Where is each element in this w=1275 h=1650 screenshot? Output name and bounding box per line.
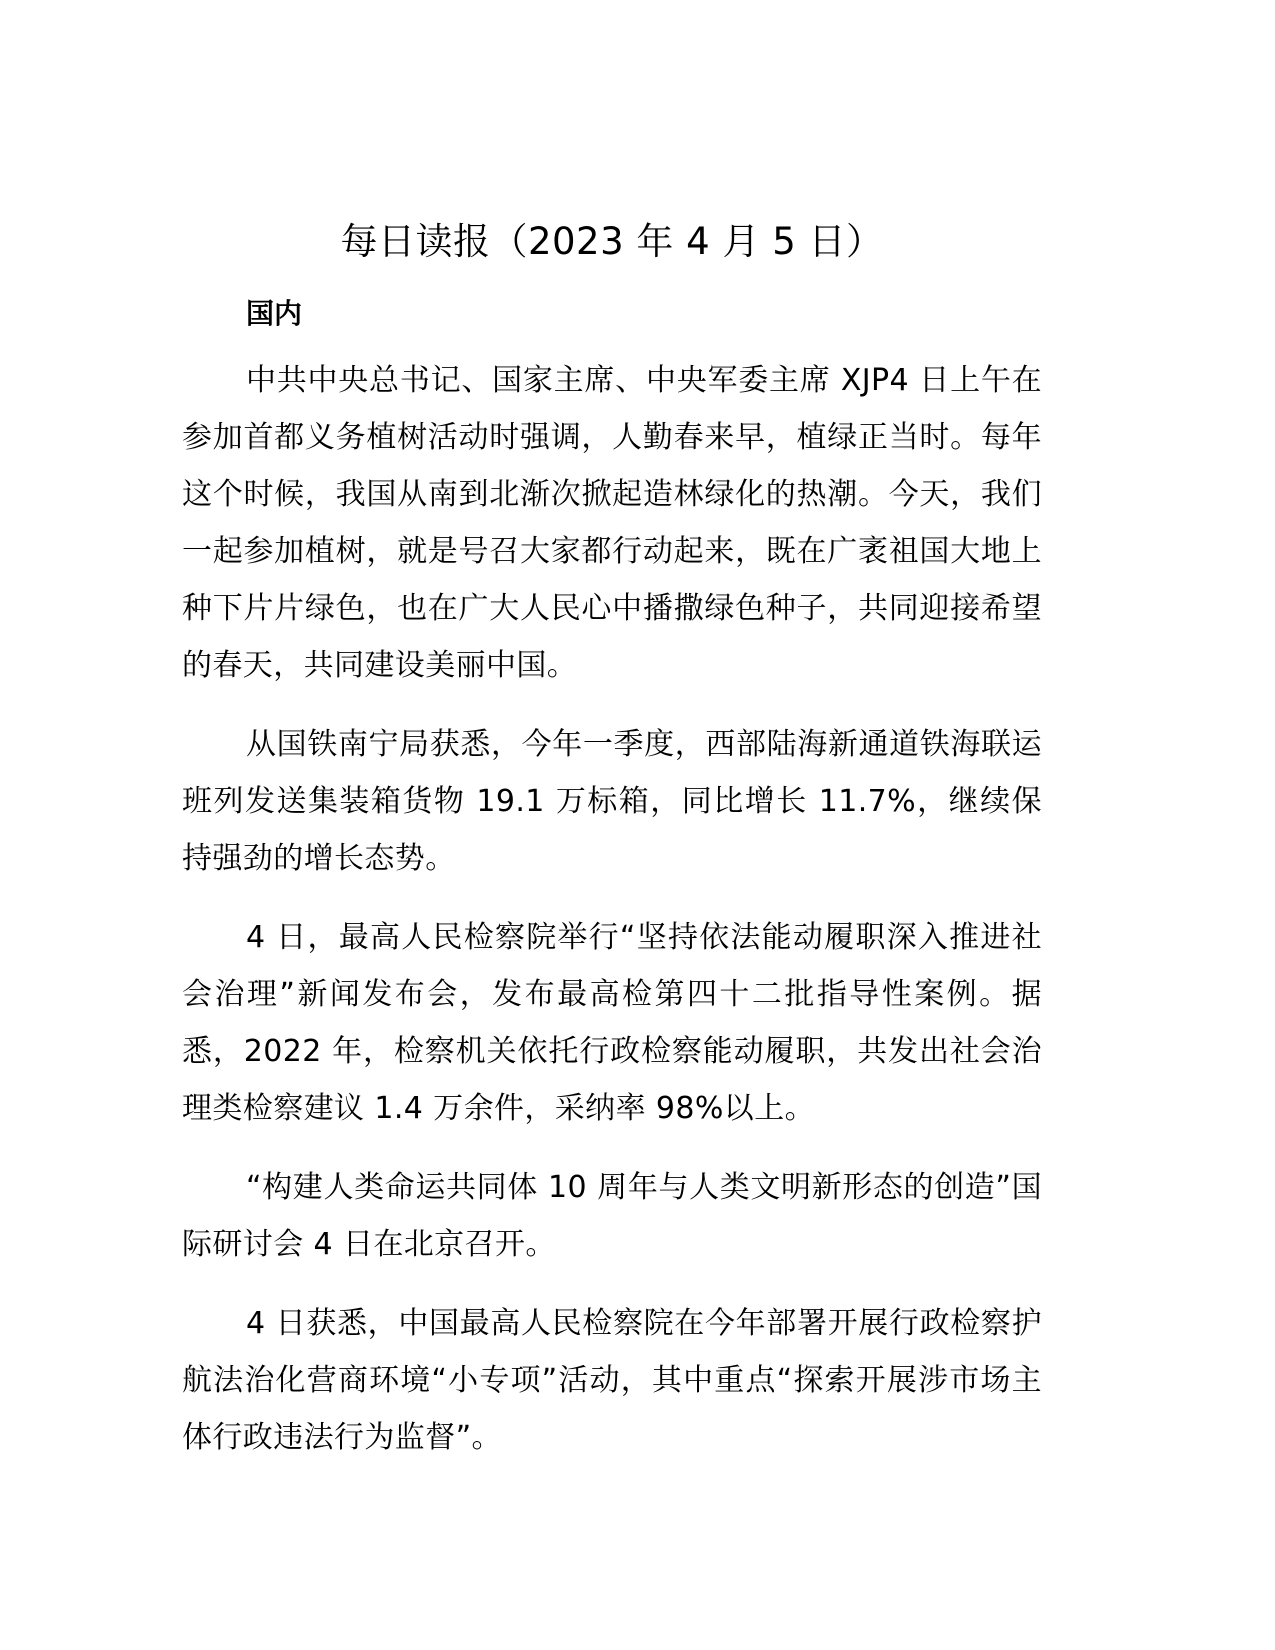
document-body <box>182 216 1042 1466</box>
section-heading-domestic: 国内 <box>246 297 303 330</box>
document-title: 每日读报（2023 年 4 月 5 日） <box>340 220 884 263</box>
news-paragraph: “构建人类命运共同体 10 周年与人类文明新形态的创造”国际研讨会 4 日在北京召开。 <box>182 1170 1042 1262</box>
news-paragraph: 中共中央总书记、国家主席、中央军委主席 XJP4 日上午在参加首都义务植树活动时强调，人勤春来早，植绿正当时。每年这个时候，我国从南到北渐次掀起造林绿化的热潮。今天，我们一起参加植树，就是号召大家都行动起来，既在广袤祖国大地上种下片片绿色，也在广大人民心中播撒绿色种子，共同迎接希望的春天，共同建设美丽中国。 <box>182 363 1042 683</box>
news-paragraph: 从国铁南宁局获悉，今年一季度，西部陆海新通道铁海联运班列发送集装箱货物 19.1 万标箱，同比增长 11.7%，继续保持强劲的增长态势。 <box>182 727 1042 876</box>
news-paragraph: 4 日获悉，中国最高人民检察院在今年部署开展行政检察护航法治化营商环境“小专项”活动，其中重点“探索开展涉市场主体行政违法行为监督”。 <box>182 1306 1042 1455</box>
news-paragraph: 4 日，最高人民检察院举行“坚持依法能动履职深入推进社会治理”新闻发布会，发布最高检第四十二批指导性案例。据悉，2022 年，检察机关依托行政检察能动履职，共发出社会治理类检察建议 1.4 万余件，采纳率 98%以上。 <box>182 920 1042 1126</box>
